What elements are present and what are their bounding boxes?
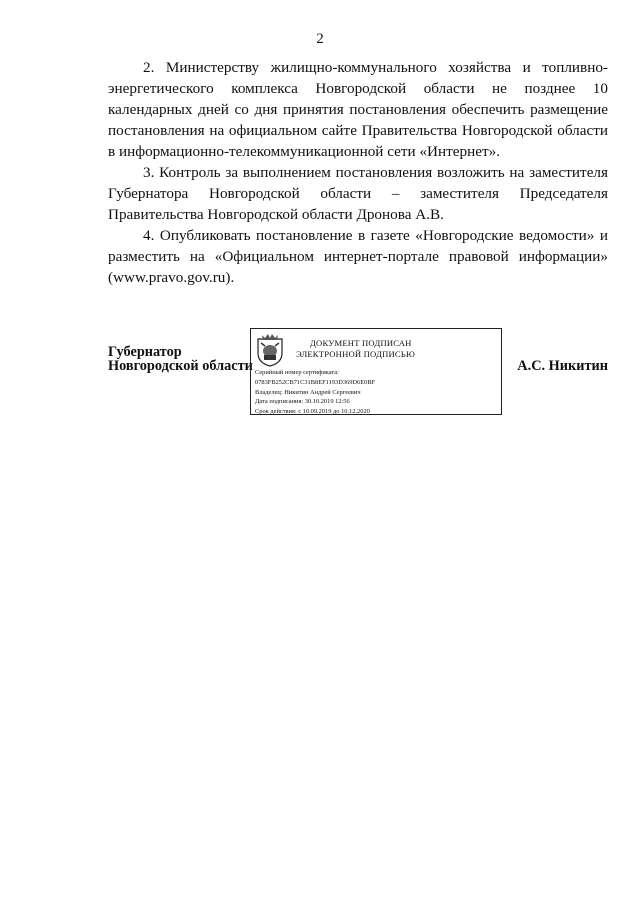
- stamp-owner: Владелец: Никитин Андрей Сергеевич: [255, 388, 361, 396]
- coat-of-arms-icon: [256, 333, 284, 367]
- stamp-serial-label: Серийный номер сертификата:: [255, 369, 339, 376]
- stamp-header-line2: ЭЛЕКТРОННОЙ ПОДПИСЬЮ: [296, 349, 416, 359]
- stamp-serial-value: 0783FB252CB71C31B8EF1193D369D6E0BF: [255, 378, 376, 386]
- stamp-details: [255, 368, 375, 417]
- signatory-name: А.С. Никитин: [517, 358, 608, 374]
- stamp-validity: Срок действия: с 10.09.2019 до 10.12.2020: [255, 408, 370, 416]
- signatory-title: [108, 345, 253, 373]
- stamp-header: [296, 338, 415, 360]
- paragraph-3: 3. Контроль за выполнением постановления возложить на заместителя Губернатора Новгородской области – заместителя Председателя Правительства Новгородской области Дронова А.В.: [108, 164, 608, 223]
- signatory-title-line1: Губернатор: [108, 344, 182, 360]
- page-number: 2: [316, 31, 324, 47]
- document-body: [108, 57, 608, 288]
- paragraph-4: 4. Опубликовать постановление в газете «Новгородские ведомости» и разместить на «Официальном интернет-портале правовой информации» (www.pravo.gov.ru).: [108, 227, 608, 286]
- electronic-signature-stamp: [250, 328, 502, 415]
- stamp-header-line1: ДОКУМЕНТ ПОДПИСАН: [310, 338, 412, 348]
- stamp-signed-date: Дата подписания: 30.10.2019 12:56: [255, 398, 350, 406]
- signatory-title-line2: Новгородской области: [108, 358, 253, 374]
- paragraph-2: 2. Министерству жилищно-коммунального хозяйства и топливно-энергетического комплекса Новгородской области не позднее 10 календарных дней со дня принятия постановления обеспечить размещение постановления на официальном сайте Правительства Новгородской области в информационно-телекоммуникационной сети «Интернет».: [108, 59, 608, 160]
